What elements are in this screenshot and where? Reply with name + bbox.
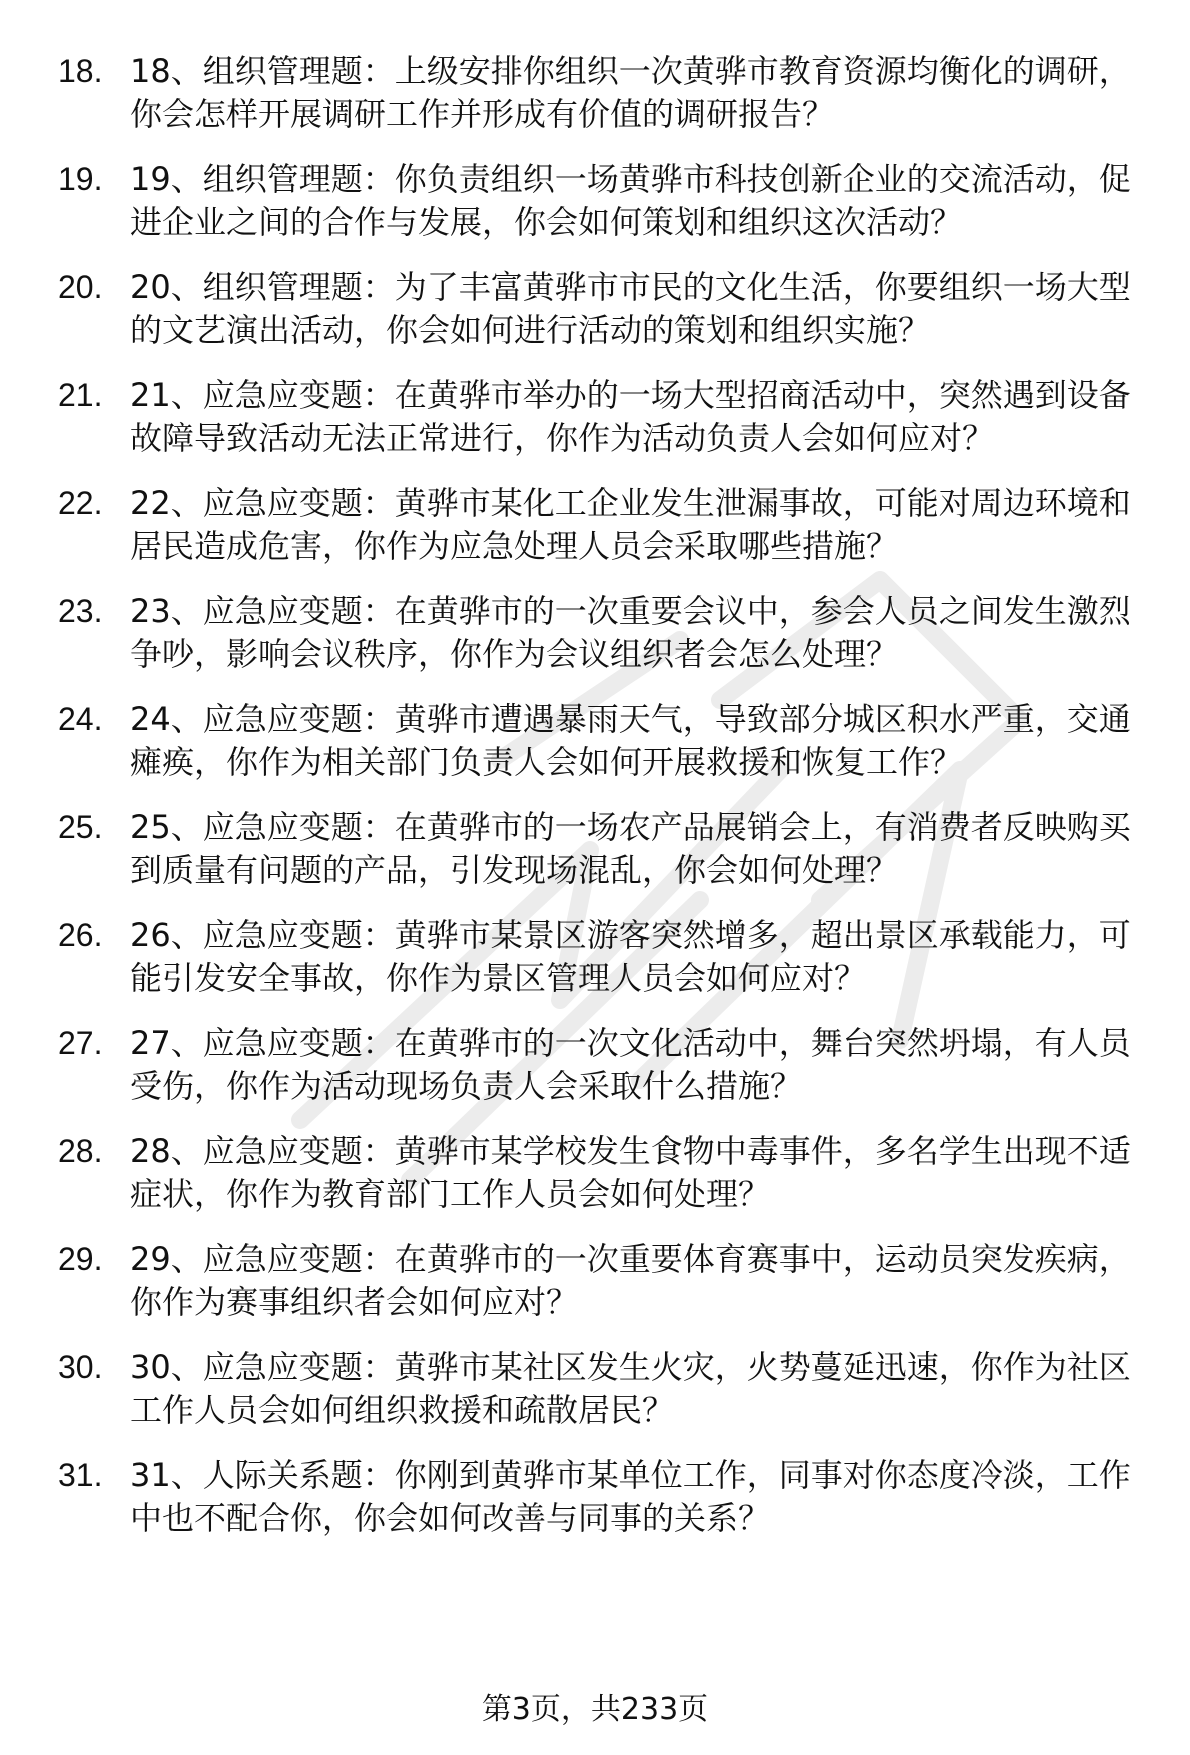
question-text: 21、应急应变题：在黄骅市举办的一场大型招商活动中，突然遇到设备故障导致活动无法正常进行，你作为活动负责人会如何应对？	[130, 376, 1131, 457]
list-item	[58, 374, 1158, 460]
question-text: 29、应急应变题：在黄骅市的一次重要体育赛事中，运动员突发疾病，你作为赛事组织者会如何应对？	[130, 1240, 1131, 1321]
list-item	[58, 482, 1158, 568]
question-text: 24、应急应变题：黄骅市遭遇暴雨天气，导致部分城区积水严重，交通瘫痪，你作为相关部门负责人会如何开展救援和恢复工作？	[130, 700, 1131, 781]
question-text: 25、应急应变题：在黄骅市的一场农产品展销会上，有消费者反映购买到质量有问题的产品，引发现场混乱，你会如何处理？	[130, 808, 1131, 889]
question-text: 20、组织管理题：为了丰富黄骅市市民的文化生活，你要组织一场大型的文艺演出活动，你会如何进行活动的策划和组织实施？	[130, 268, 1131, 349]
list-item	[58, 50, 1158, 136]
question-number: 30.	[58, 1349, 103, 1385]
question-text: 22、应急应变题：黄骅市某化工企业发生泄漏事故，可能对周边环境和居民造成危害，你作为应急处理人员会采取哪些措施？	[130, 484, 1131, 565]
list-item	[58, 1346, 1158, 1432]
question-number: 28.	[58, 1133, 103, 1169]
question-text: 23、应急应变题：在黄骅市的一次重要会议中，参会人员之间发生激烈争吵，影响会议秩序，你作为会议组织者会怎么处理？	[130, 592, 1131, 673]
list-item	[58, 158, 1158, 244]
question-number: 22.	[58, 485, 103, 521]
question-number: 27.	[58, 1025, 103, 1061]
list-item	[58, 1022, 1158, 1108]
question-number: 31.	[58, 1457, 103, 1493]
question-number: 20.	[58, 269, 103, 305]
question-number: 21.	[58, 377, 103, 413]
list-item	[58, 806, 1158, 892]
page-footer: 第3页，共233页	[481, 1692, 709, 1727]
question-number: 18.	[58, 53, 103, 89]
question-text: 27、应急应变题：在黄骅市的一次文化活动中，舞台突然坍塌，有人员受伤，你作为活动现场负责人会采取什么措施？	[130, 1024, 1131, 1105]
question-text: 26、应急应变题：黄骅市某景区游客突然增多，超出景区承载能力，可能引发安全事故，你作为景区管理人员会如何应对？	[130, 916, 1131, 997]
list-item	[58, 1238, 1158, 1324]
question-text: 31、人际关系题：你刚到黄骅市某单位工作，同事对你态度冷淡，工作中也不配合你，你会如何改善与同事的关系？	[130, 1456, 1131, 1537]
list-item	[58, 590, 1158, 676]
list-item	[58, 914, 1158, 1000]
question-number: 23.	[58, 593, 103, 629]
question-text: 28、应急应变题：黄骅市某学校发生食物中毒事件，多名学生出现不适症状，你作为教育部门工作人员会如何处理？	[130, 1132, 1131, 1213]
question-number: 24.	[58, 701, 103, 737]
list-item	[58, 698, 1158, 784]
question-number: 26.	[58, 917, 103, 953]
question-text: 30、应急应变题：黄骅市某社区发生火灾，火势蔓延迅速，你作为社区工作人员会如何组织救援和疏散居民？	[130, 1348, 1131, 1429]
question-number: 19.	[58, 161, 103, 197]
question-number: 29.	[58, 1241, 103, 1277]
question-list	[58, 50, 1158, 1562]
list-item	[58, 1130, 1158, 1216]
list-item	[58, 266, 1158, 352]
question-number: 25.	[58, 809, 103, 845]
list-item	[58, 1454, 1158, 1540]
question-text: 18、组织管理题：上级安排你组织一次黄骅市教育资源均衡化的调研，你会怎样开展调研工作并形成有价值的调研报告？	[130, 52, 1131, 133]
question-text: 19、组织管理题：你负责组织一场黄骅市科技创新企业的交流活动，促进企业之间的合作与发展，你会如何策划和组织这次活动？	[130, 160, 1131, 241]
